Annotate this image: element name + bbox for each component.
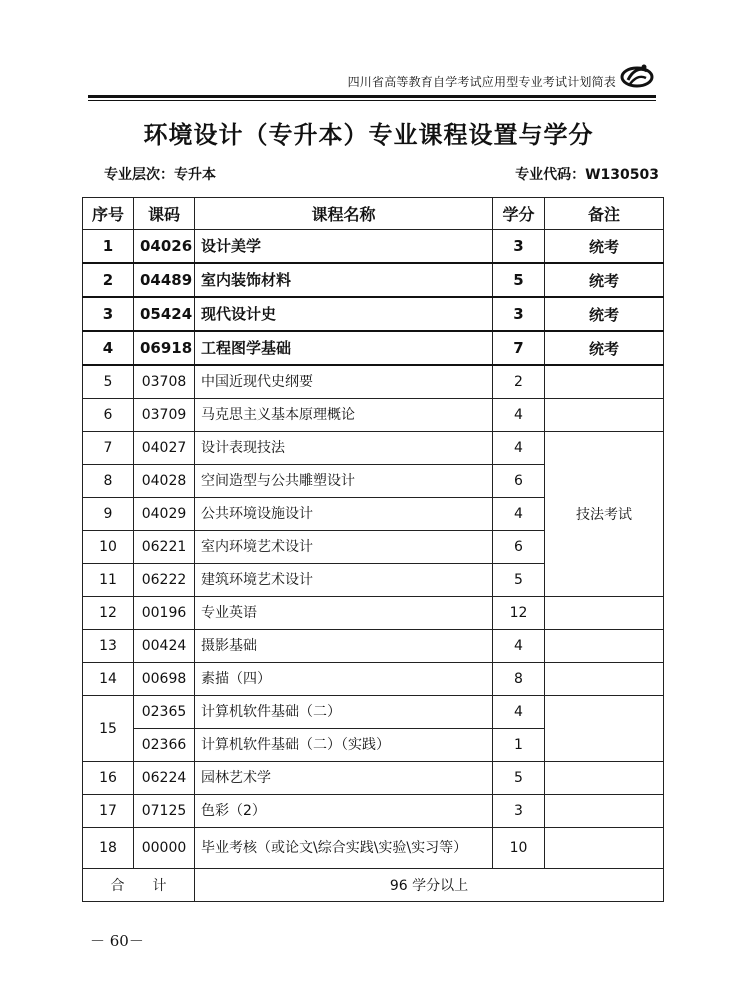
row-no: 6 [83, 399, 134, 432]
row-name: 设计美学 [195, 230, 493, 264]
row-name: 建筑环境艺术设计 [195, 564, 493, 597]
row-no: 17 [83, 795, 134, 828]
row-code: 04489 [134, 263, 195, 297]
row-note [545, 630, 664, 663]
table-row [83, 630, 664, 663]
table-row [83, 696, 664, 729]
row-name: 摄影基础 [195, 630, 493, 663]
row-no: 5 [83, 365, 134, 399]
row-code: 05424 [134, 297, 195, 331]
row-code: 02365 [134, 696, 195, 729]
total-value: 96 学分以上 [195, 869, 664, 902]
row-no: 15 [83, 696, 134, 762]
header-rule-thick [88, 95, 656, 98]
row-no: 7 [83, 432, 134, 465]
row-name: 马克思主义基本原理概论 [195, 399, 493, 432]
row-no: 10 [83, 531, 134, 564]
row-note: 统考 [545, 263, 664, 297]
row-code: 02366 [134, 729, 195, 762]
row-note-technique-exam: 技法考试 [545, 432, 664, 597]
row-no: 2 [83, 263, 134, 297]
table-row [83, 230, 664, 264]
exam-logo-icon [620, 62, 654, 90]
row-credit: 4 [493, 399, 545, 432]
row-no: 1 [83, 230, 134, 264]
table-row [83, 828, 664, 869]
row-note: 统考 [545, 331, 664, 365]
row-credit: 2 [493, 365, 545, 399]
row-name: 室内装饰材料 [195, 263, 493, 297]
row-name: 素描（四） [195, 663, 493, 696]
row-note [545, 399, 664, 432]
row-name: 计算机软件基础（二）（实践） [195, 729, 493, 762]
row-code: 00000 [134, 828, 195, 869]
page-title: 环境设计（专升本）专业课程设置与学分 [143, 121, 594, 149]
row-code: 06224 [134, 762, 195, 795]
row-note [545, 365, 664, 399]
row-no: 8 [83, 465, 134, 498]
row-code: 06221 [134, 531, 195, 564]
row-note: 统考 [545, 230, 664, 264]
table-row [83, 365, 664, 399]
header-code: 课码 [134, 198, 195, 230]
row-code: 06222 [134, 564, 195, 597]
row-code: 00196 [134, 597, 195, 630]
header-credit: 学分 [493, 198, 545, 230]
table-total-row [83, 869, 664, 902]
row-name: 设计表现技法 [195, 432, 493, 465]
row-no: 18 [83, 828, 134, 869]
row-credit: 4 [493, 696, 545, 729]
row-name: 空间造型与公共雕塑设计 [195, 465, 493, 498]
row-credit: 1 [493, 729, 545, 762]
row-name: 中国近现代史纲要 [195, 365, 493, 399]
row-code: 04028 [134, 465, 195, 498]
header-name: 课程名称 [195, 198, 493, 230]
row-credit: 7 [493, 331, 545, 365]
row-code: 00698 [134, 663, 195, 696]
row-note: 统考 [545, 297, 664, 331]
row-name: 专业英语 [195, 597, 493, 630]
row-no: 4 [83, 331, 134, 365]
row-name: 色彩（2） [195, 795, 493, 828]
table-row [83, 597, 664, 630]
major-code: 专业代码：W130503 [515, 167, 659, 183]
row-note [545, 663, 664, 696]
table-row [83, 432, 664, 465]
row-code: 04026 [134, 230, 195, 264]
table-row [83, 297, 664, 331]
row-no: 12 [83, 597, 134, 630]
header-note: 备注 [545, 198, 664, 230]
header-rule-thin [88, 100, 656, 101]
page-header-text: 四川省高等教育自学考试应用型专业考试计划简表 [347, 75, 616, 89]
row-code: 06918 [134, 331, 195, 365]
row-credit: 4 [493, 432, 545, 465]
table-header-row [83, 198, 664, 230]
total-label: 合 计 [83, 869, 195, 902]
row-code: 00424 [134, 630, 195, 663]
row-code: 03708 [134, 365, 195, 399]
row-credit: 5 [493, 263, 545, 297]
row-credit: 3 [493, 297, 545, 331]
header-no: 序号 [83, 198, 134, 230]
row-credit: 3 [493, 795, 545, 828]
table-row [83, 399, 664, 432]
row-code: 03709 [134, 399, 195, 432]
row-credit: 3 [493, 230, 545, 264]
row-credit: 6 [493, 465, 545, 498]
row-code: 04027 [134, 432, 195, 465]
row-name: 毕业考核（或论文\综合实践\实验\实习等） [195, 828, 493, 869]
row-name: 计算机软件基础（二） [195, 696, 493, 729]
row-note [545, 597, 664, 630]
row-no: 9 [83, 498, 134, 531]
row-no: 3 [83, 297, 134, 331]
row-credit: 4 [493, 498, 545, 531]
table-row [83, 795, 664, 828]
row-credit: 12 [493, 597, 545, 630]
row-note [545, 762, 664, 795]
row-credit: 6 [493, 531, 545, 564]
row-name: 室内环境艺术设计 [195, 531, 493, 564]
row-credit: 5 [493, 564, 545, 597]
row-note [545, 795, 664, 828]
row-no: 11 [83, 564, 134, 597]
table-row [83, 762, 664, 795]
row-name: 工程图学基础 [195, 331, 493, 365]
row-credit: 10 [493, 828, 545, 869]
row-note [545, 828, 664, 869]
row-no: 14 [83, 663, 134, 696]
row-name: 园林艺术学 [195, 762, 493, 795]
table-row [83, 263, 664, 297]
row-name: 公共环境设施设计 [195, 498, 493, 531]
row-no: 13 [83, 630, 134, 663]
row-note [545, 696, 664, 762]
page-number: － 60－ [90, 932, 144, 950]
row-credit: 5 [493, 762, 545, 795]
major-level: 专业层次：专升本 [104, 167, 216, 183]
table-row [83, 331, 664, 365]
course-table [82, 197, 664, 902]
row-code: 07125 [134, 795, 195, 828]
row-code: 04029 [134, 498, 195, 531]
row-name: 现代设计史 [195, 297, 493, 331]
row-credit: 4 [493, 630, 545, 663]
table-row [83, 663, 664, 696]
row-no: 16 [83, 762, 134, 795]
row-credit: 8 [493, 663, 545, 696]
